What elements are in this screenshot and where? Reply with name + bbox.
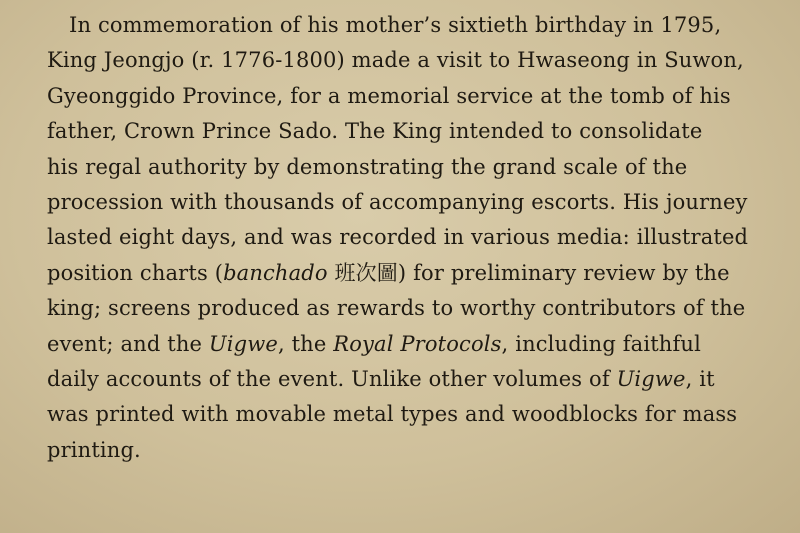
- text-line-11: daily accounts of the event. Unlike other volumes of Uigwe, it: [47, 366, 715, 391]
- text-line-9: king; screens produced as rewards to worthy contributors of the: [47, 296, 746, 321]
- text-line-8: position charts (banchado 班次圖) for preliminary review by the: [47, 260, 730, 285]
- text-line-13: printing.: [47, 437, 141, 462]
- text-line-5: his regal authority by demonstrating the grand scale of the: [47, 154, 688, 179]
- term-banchado: banchado: [223, 260, 328, 285]
- text-line-3: Gyeonggido Province, for a memorial service at the tomb of his: [47, 83, 731, 108]
- term-royal-protocols: Royal Protocols: [333, 331, 502, 356]
- text-line-6: procession with thousands of accompanying escorts. His journey: [47, 189, 748, 214]
- placard-text: [47, 8, 787, 468]
- text-line-10: event; and the Uigwe, the Royal Protocols, including faithful: [47, 331, 701, 356]
- term-uigwe: Uigwe: [208, 331, 278, 356]
- term-uigwe-2: Uigwe: [616, 366, 686, 391]
- text-line-1: In commemoration of his mother’s sixtieth birthday in 1795,: [69, 13, 722, 37]
- text-line-12: was printed with movable metal types and woodblocks for mass: [47, 402, 738, 427]
- text-line-7: lasted eight days, and was recorded in various media: illustrated: [47, 225, 749, 250]
- text-line-4: father, Crown Prince Sado. The King intended to consolidate: [47, 119, 703, 144]
- text-line-2: King Jeongjo (r. 1776-1800) made a visit to Hwaseong in Suwon,: [47, 48, 744, 73]
